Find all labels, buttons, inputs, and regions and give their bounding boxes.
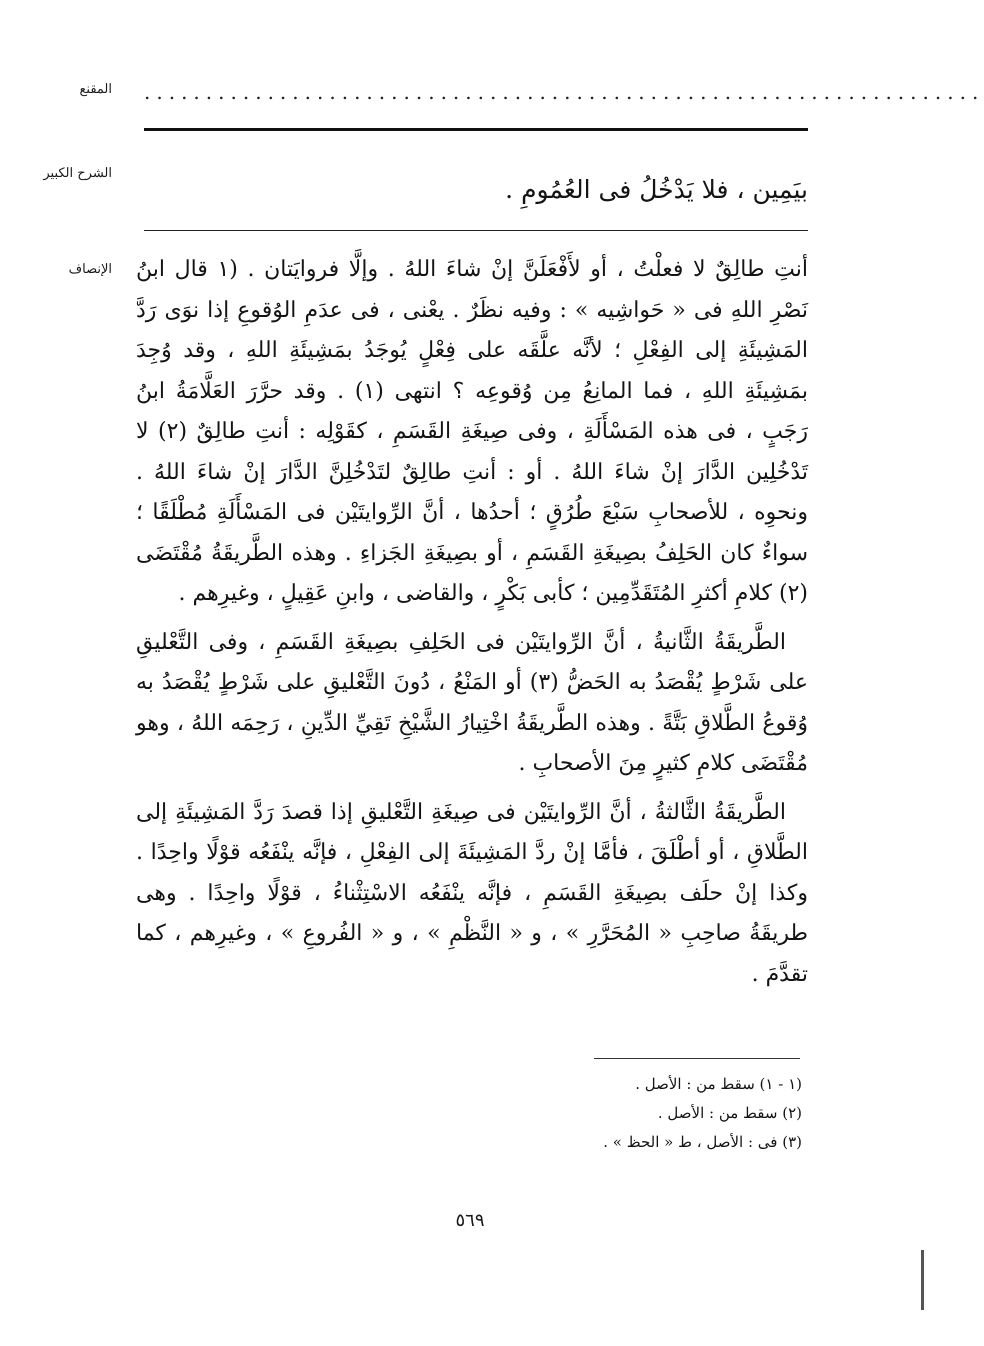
insaf-paragraph-3: الطَّريقَةُ الثَّالثةُ ، أنَّ الرِّوايتَيْن فى صِيغَةِ التَّعْليقِ إذا قصدَ رَدَّ المَشِيئَةِ إلى الطَّلاقِ ، أو أطْلَقَ ، فأمَّا إنْ ردَّ المَشِيئَةَ إلى الفِعْلِ ، فإنَّه ينْفَعُه قوْلًا واحِدًا . وكذا إنْ حلَف بصِيغَةِ القَسَمِ ، فإنَّه ينْفَعُه الاسْتِثْناءُ ، قوْلًا واحِدًا . وهى طريقَةُ صاحِبِ « المُحَرَّرِ » ، و « النَّظْمِ » ، و « الفُروعِ » ، وغيرِهم ، كما تقدَّمَ . [136,799,808,987]
insaf-paragraph-1: أنتِ طالِقٌ لا فعلْتُ ، أو لأَفْعَلَنَّ إنْ شاءَ اللهُ . وإلَّا فروايَتان . (١ قال ابنُ نَصْرِ اللهِ فى « حَواشِيه » : وفيه نظَرٌ . يعْنى ، فى عدَمِ الوُقوعِ إذا نوَى رَدَّ المَشِيئَةِ إلى الفِعْلِ ؛ لأنَّه علَّقَه على فِعْلٍ يُوجَدُ بمَشِيئَةِ اللهِ ، وقد وُجِدَ بمَشِيئَةِ اللهِ ، فما المانِعُ مِن وُقوعِه ؟ انتهى (١) . وقد حرَّرَ العَلَّامَةُ ابنُ رَجَبٍ ، فى هذه المَسْأَلَةِ ، وفى صِيغَةِ القَسَمِ ، كقَوْلِه : أنتِ طالِقٌ (٢) لا تَدْخُلِين الدَّارَ إنْ شاءَ اللهُ . أو : أنتِ طالِقٌ لتَدْخُلِنَّ الدَّارَ إنْ شاءَ اللهُ . ونحوِه ، للأصحابِ سَبْعَ طُرُقٍ ؛ أحدُها ، أنَّ الرِّوايتَيْن فى المَسْأَلَةِ مُطْلَقًا ؛ سواءٌ كان الحَلِفُ بصِيغَةِ القَسَمِ ، أو بصِيغَةِ الجَزاءِ . وهذه الطَّريقَةُ مُقْتَضَى (٢) كلامِ أكثرِ المُتَقَدِّمِين ؛ كأبى بَكْرٍ ، والقاضى ، وابنِ عَقِيلٍ ، وغيرِهم . [136,257,809,606]
footnote-3: (٣) فى : الأصل ، ط « الحظ » . [603,1133,802,1151]
footnote-2: (٢) سقط من : الأصل . [657,1104,802,1122]
insaf-body [136,250,808,995]
sharh-label: الشرح الكبير [43,166,112,181]
section-divider-thick [144,128,808,131]
scan-edge-mark [921,1250,924,1310]
insaf-paragraph-2: الطَّريقَةُ الثَّانيةُ ، أنَّ الرِّوايتَيْن فى الحَلِفِ بصِيغَةِ القَسَمِ ، وفى التَّعْليقِ على شَرْطٍ يُقْصَدُ به الحَضُّ (٣) أو المَنْعُ ، دُونَ التَّعْليقِ على شَرْطٍ يُقْصَدُ به وُقوعُ الطَّلاقِ بَتَّةً . وهذه الطَّريقَةُ اخْتِيارُ الشَّيْخِ تَقِيِّ الدِّينِ ، رَحِمَه اللهُ ، وهو مُقْتَضَى كلامِ كثيرٍ مِنَ الأصحابِ . [136,629,808,776]
sharh-text: بيَمِين ، فلا يَدْخُلُ فى العُمُومِ . [505,175,808,204]
muqni-dotted-line: .................................................................... [144,80,984,104]
footnotes [430,1070,802,1157]
section-divider-thin [144,230,808,231]
insaf-label: الإنصاف [68,262,112,277]
footnote-divider [594,1058,800,1059]
muqni-label: المقنع [79,82,112,97]
page-number: ٥٦٩ [455,1210,485,1231]
footnote-1: (١ - ١) سقط من : الأصل . [635,1075,802,1093]
